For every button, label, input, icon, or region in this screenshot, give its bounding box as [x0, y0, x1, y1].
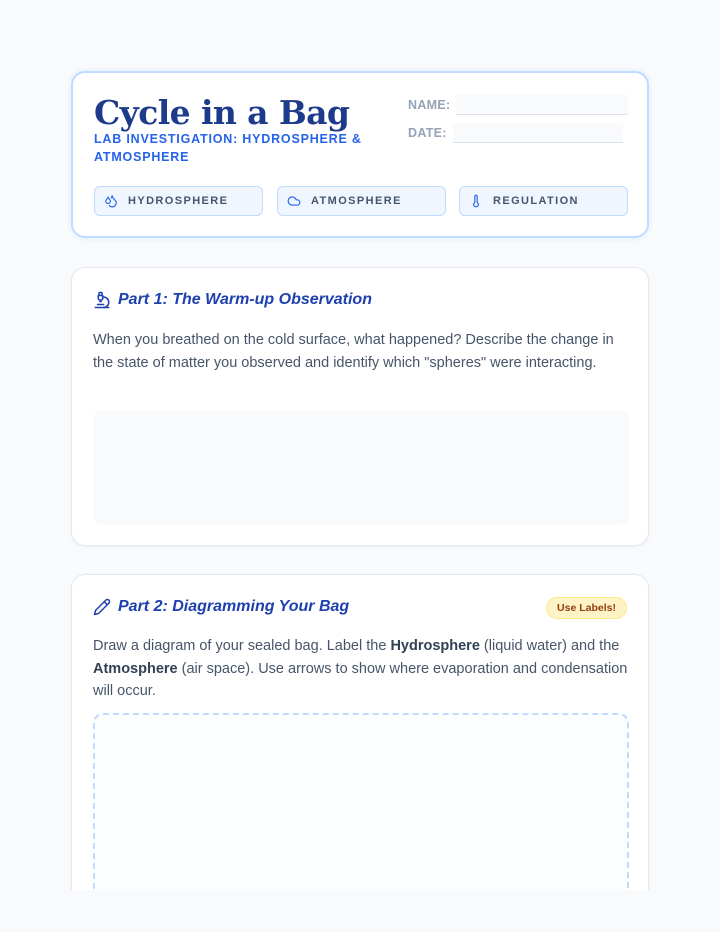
prompt-text: Draw a diagram of your sealed bag. Label the	[93, 638, 391, 654]
date-label: DATE:	[408, 126, 447, 140]
tag-regulation	[459, 186, 628, 216]
header-card	[71, 71, 649, 238]
part1-title: Part 1: The Warm-up Observation	[118, 291, 372, 308]
part2-title: Part 2: Diagramming Your Bag	[118, 598, 350, 615]
date-field[interactable]	[453, 123, 623, 143]
tag-hydrosphere	[94, 186, 263, 216]
page-subtitle: LAB INVESTIGATION: HYDROSPHERE & ATMOSPHERE	[94, 132, 362, 164]
part1-card	[71, 267, 649, 546]
part1-header	[93, 291, 372, 309]
tag-label: ATMOSPHERE	[311, 195, 402, 207]
part2-prompt	[93, 635, 628, 703]
part1-answer-box[interactable]	[93, 410, 629, 525]
page-title: Cycle in a Bag	[94, 93, 350, 132]
name-label: NAME:	[408, 98, 451, 112]
thermometer-icon	[469, 194, 483, 208]
hydrosphere-term: Hydrosphere	[390, 638, 480, 654]
part2-card	[71, 574, 649, 932]
part2-header	[93, 598, 349, 616]
atmosphere-term: Atmosphere	[93, 660, 178, 677]
prompt-text: (air space). Use arrows to show where evaporation and condensation will occur.	[93, 660, 628, 699]
cloud-icon	[287, 194, 301, 208]
page-bottom-margin	[0, 890, 720, 932]
tag-label: HYDROSPHERE	[128, 195, 229, 207]
tag-label: REGULATION	[493, 195, 579, 207]
pencil-icon	[93, 598, 111, 616]
droplets-icon	[104, 194, 118, 208]
microscope-icon	[93, 291, 111, 309]
tag-atmosphere	[277, 186, 446, 216]
name-field[interactable]	[456, 95, 628, 115]
prompt-text: (liquid water) and the	[479, 638, 620, 654]
use-labels-badge: Use Labels!	[546, 597, 627, 619]
part1-prompt: When you breathed on the cold surface, what happened? Describe the change in the state of matter you observed and identify which "spheres" were interacting.	[93, 332, 614, 371]
